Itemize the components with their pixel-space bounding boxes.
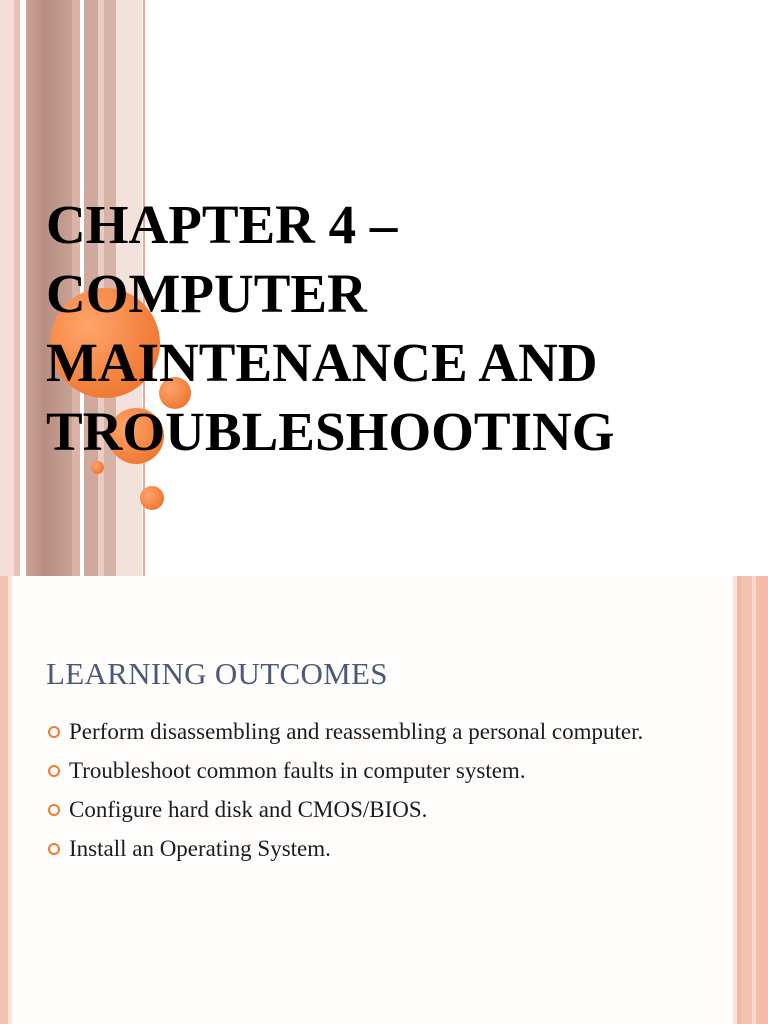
title-line: CHAPTER 4 – — [46, 194, 398, 255]
title-line: TROUBLESHOOTING — [46, 401, 615, 462]
list-item — [46, 795, 716, 825]
ring-bullet-icon — [48, 843, 60, 855]
learning-outcomes-slide — [0, 576, 768, 1024]
title-line: MAINTENANCE AND — [46, 332, 598, 393]
decor-stripe — [0, 576, 8, 1024]
list-item-text: Troubleshoot common faults in computer system. — [69, 758, 526, 783]
section-heading: LEARNING OUTCOMES — [46, 656, 388, 691]
list-item-text: Install an Operating System. — [69, 836, 331, 861]
ring-bullet-icon — [48, 726, 60, 738]
decor-stripe — [756, 576, 768, 1024]
slide-title — [46, 190, 746, 466]
list-item — [46, 834, 716, 864]
list-item — [46, 717, 716, 747]
list-item — [46, 756, 716, 786]
title-line: COMPUTER — [46, 263, 367, 324]
decor-stripe — [8, 576, 12, 1024]
decor-stripe — [0, 0, 14, 576]
decor-circle — [140, 486, 164, 510]
list-item-text: Perform disassembling and reassembling a personal computer. — [69, 719, 644, 744]
list-item-text: Configure hard disk and CMOS/BIOS. — [69, 797, 428, 822]
outcomes-list — [46, 717, 716, 873]
ring-bullet-icon — [48, 804, 60, 816]
ring-bullet-icon — [48, 765, 60, 777]
